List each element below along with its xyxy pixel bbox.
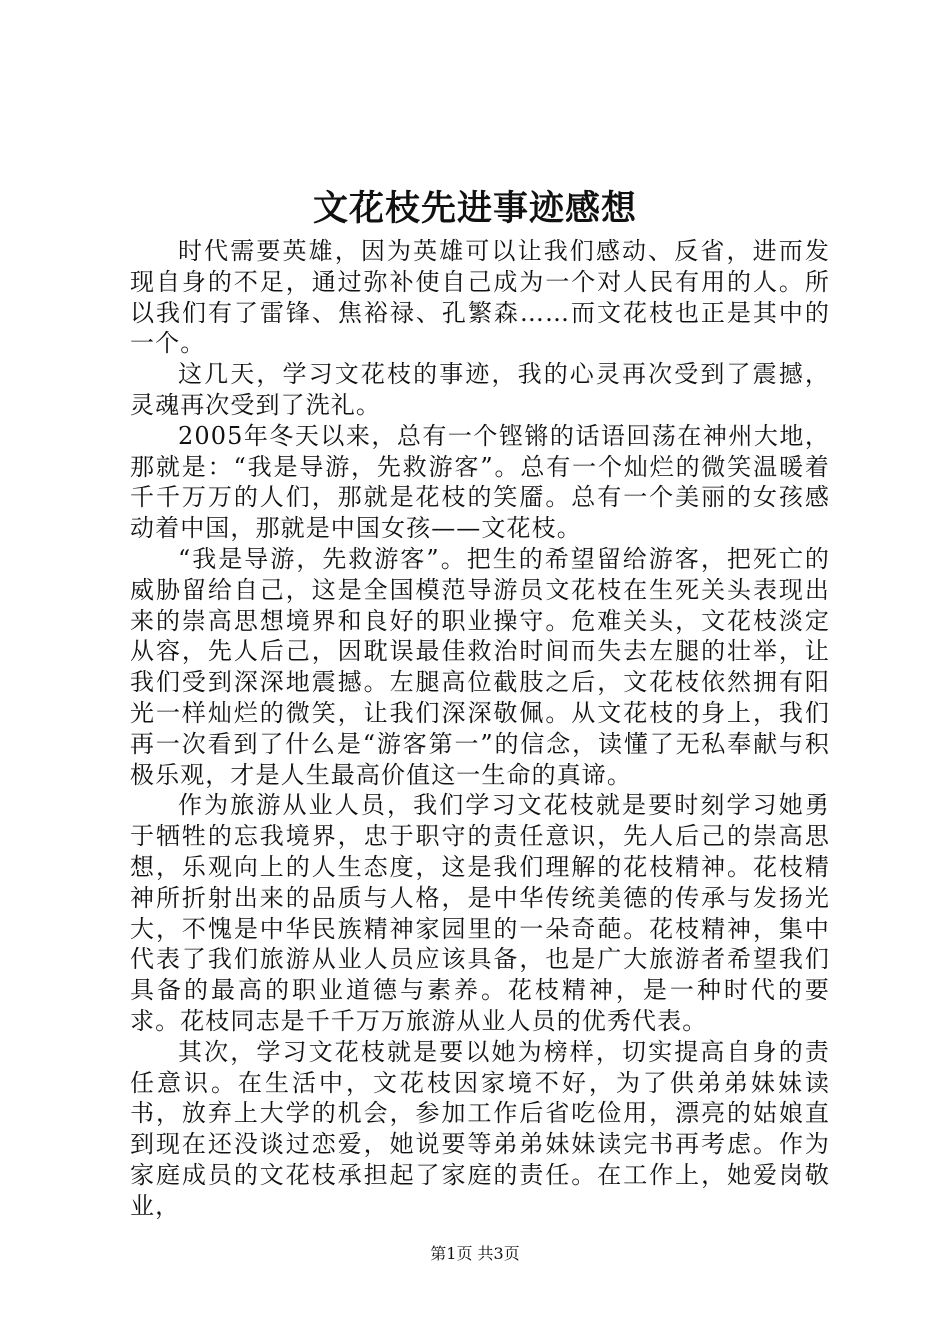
paragraph-2: 这几天，学习文花枝的事迹，我的心灵再次受到了震撼，灵魂再次受到了洗礼。 bbox=[130, 360, 830, 419]
paragraph-1: 时代需要英雄，因为英雄可以让我们感动、反省，进而发现自身的不足，通过弥补使自己成为一个对人民有用的人。所以我们有了雷锋、焦裕禄、孔繁森……而文花枝也正是其中的一个。 bbox=[130, 237, 830, 358]
paragraph-4: “我是导游，先救游客”。把生的希望留给游客，把死亡的威胁留给自己，这是全国模范导游员文花枝在生死关头表现出来的崇高思想境界和良好的职业操守。危难关头，文花枝淡定从容，先人后己，因耽误最佳救治时间而失去左腿的壮举，让我们受到深深地震撼。左腿高位截肢之后，文花枝依然拥有阳光一样灿烂的微笑，让我们深深敬佩。从文花枝的身上，我们再一次看到了什么是“游客第一”的信念，读懂了无私奉献与积极乐观，才是人生最高价值这一生命的真谛。 bbox=[130, 544, 830, 789]
paragraph-6: 其次，学习文花枝就是要以她为榜样，切实提高自身的责任意识。在生活中，文花枝因家境不好，为了供弟弟妹妹读书，放弃上大学的机会，参加工作后省吃俭用，漂亮的姑娘直到现在还没谈过恋爱，她说要等弟弟妹妹读完书再考虑。作为家庭成员的文花枝承担起了家庭的责任。在工作上，她爱岗敬业， bbox=[130, 1037, 830, 1220]
document-title: 文花枝先进事迹感想 bbox=[312, 188, 637, 229]
page-number-footer: 第1页 共3页 bbox=[430, 1244, 520, 1263]
paragraph-3: 2005年冬天以来，总有一个铿锵的话语回荡在神州大地，那就是：“我是导游，先救游客”。总有一个灿烂的微笑温暖着千千万万的人们，那就是花枝的笑靥。总有一个美丽的女孩感动着中国，那就是中国女孩——文花枝。 bbox=[130, 421, 830, 543]
document-body bbox=[130, 236, 830, 1222]
paragraph-5: 作为旅游从业人员，我们学习文花枝就是要时刻学习她勇于牺牲的忘我境界，忠于职守的责任意识，先人后己的崇高思想，乐观向上的人生态度，这是我们理解的花枝精神。花枝精神所折射出来的品质与人格，是中华传统美德的传承与发扬光大，不愧是中华民族精神家园里的一朵奇葩。花枝精神，集中代表了我们旅游从业人员应该具备，也是广大旅游者希望我们具备的最高的职业道德与素养。花枝精神，是一种时代的要求。花枝同志是千千万万旅游从业人员的优秀代表。 bbox=[130, 791, 830, 1035]
